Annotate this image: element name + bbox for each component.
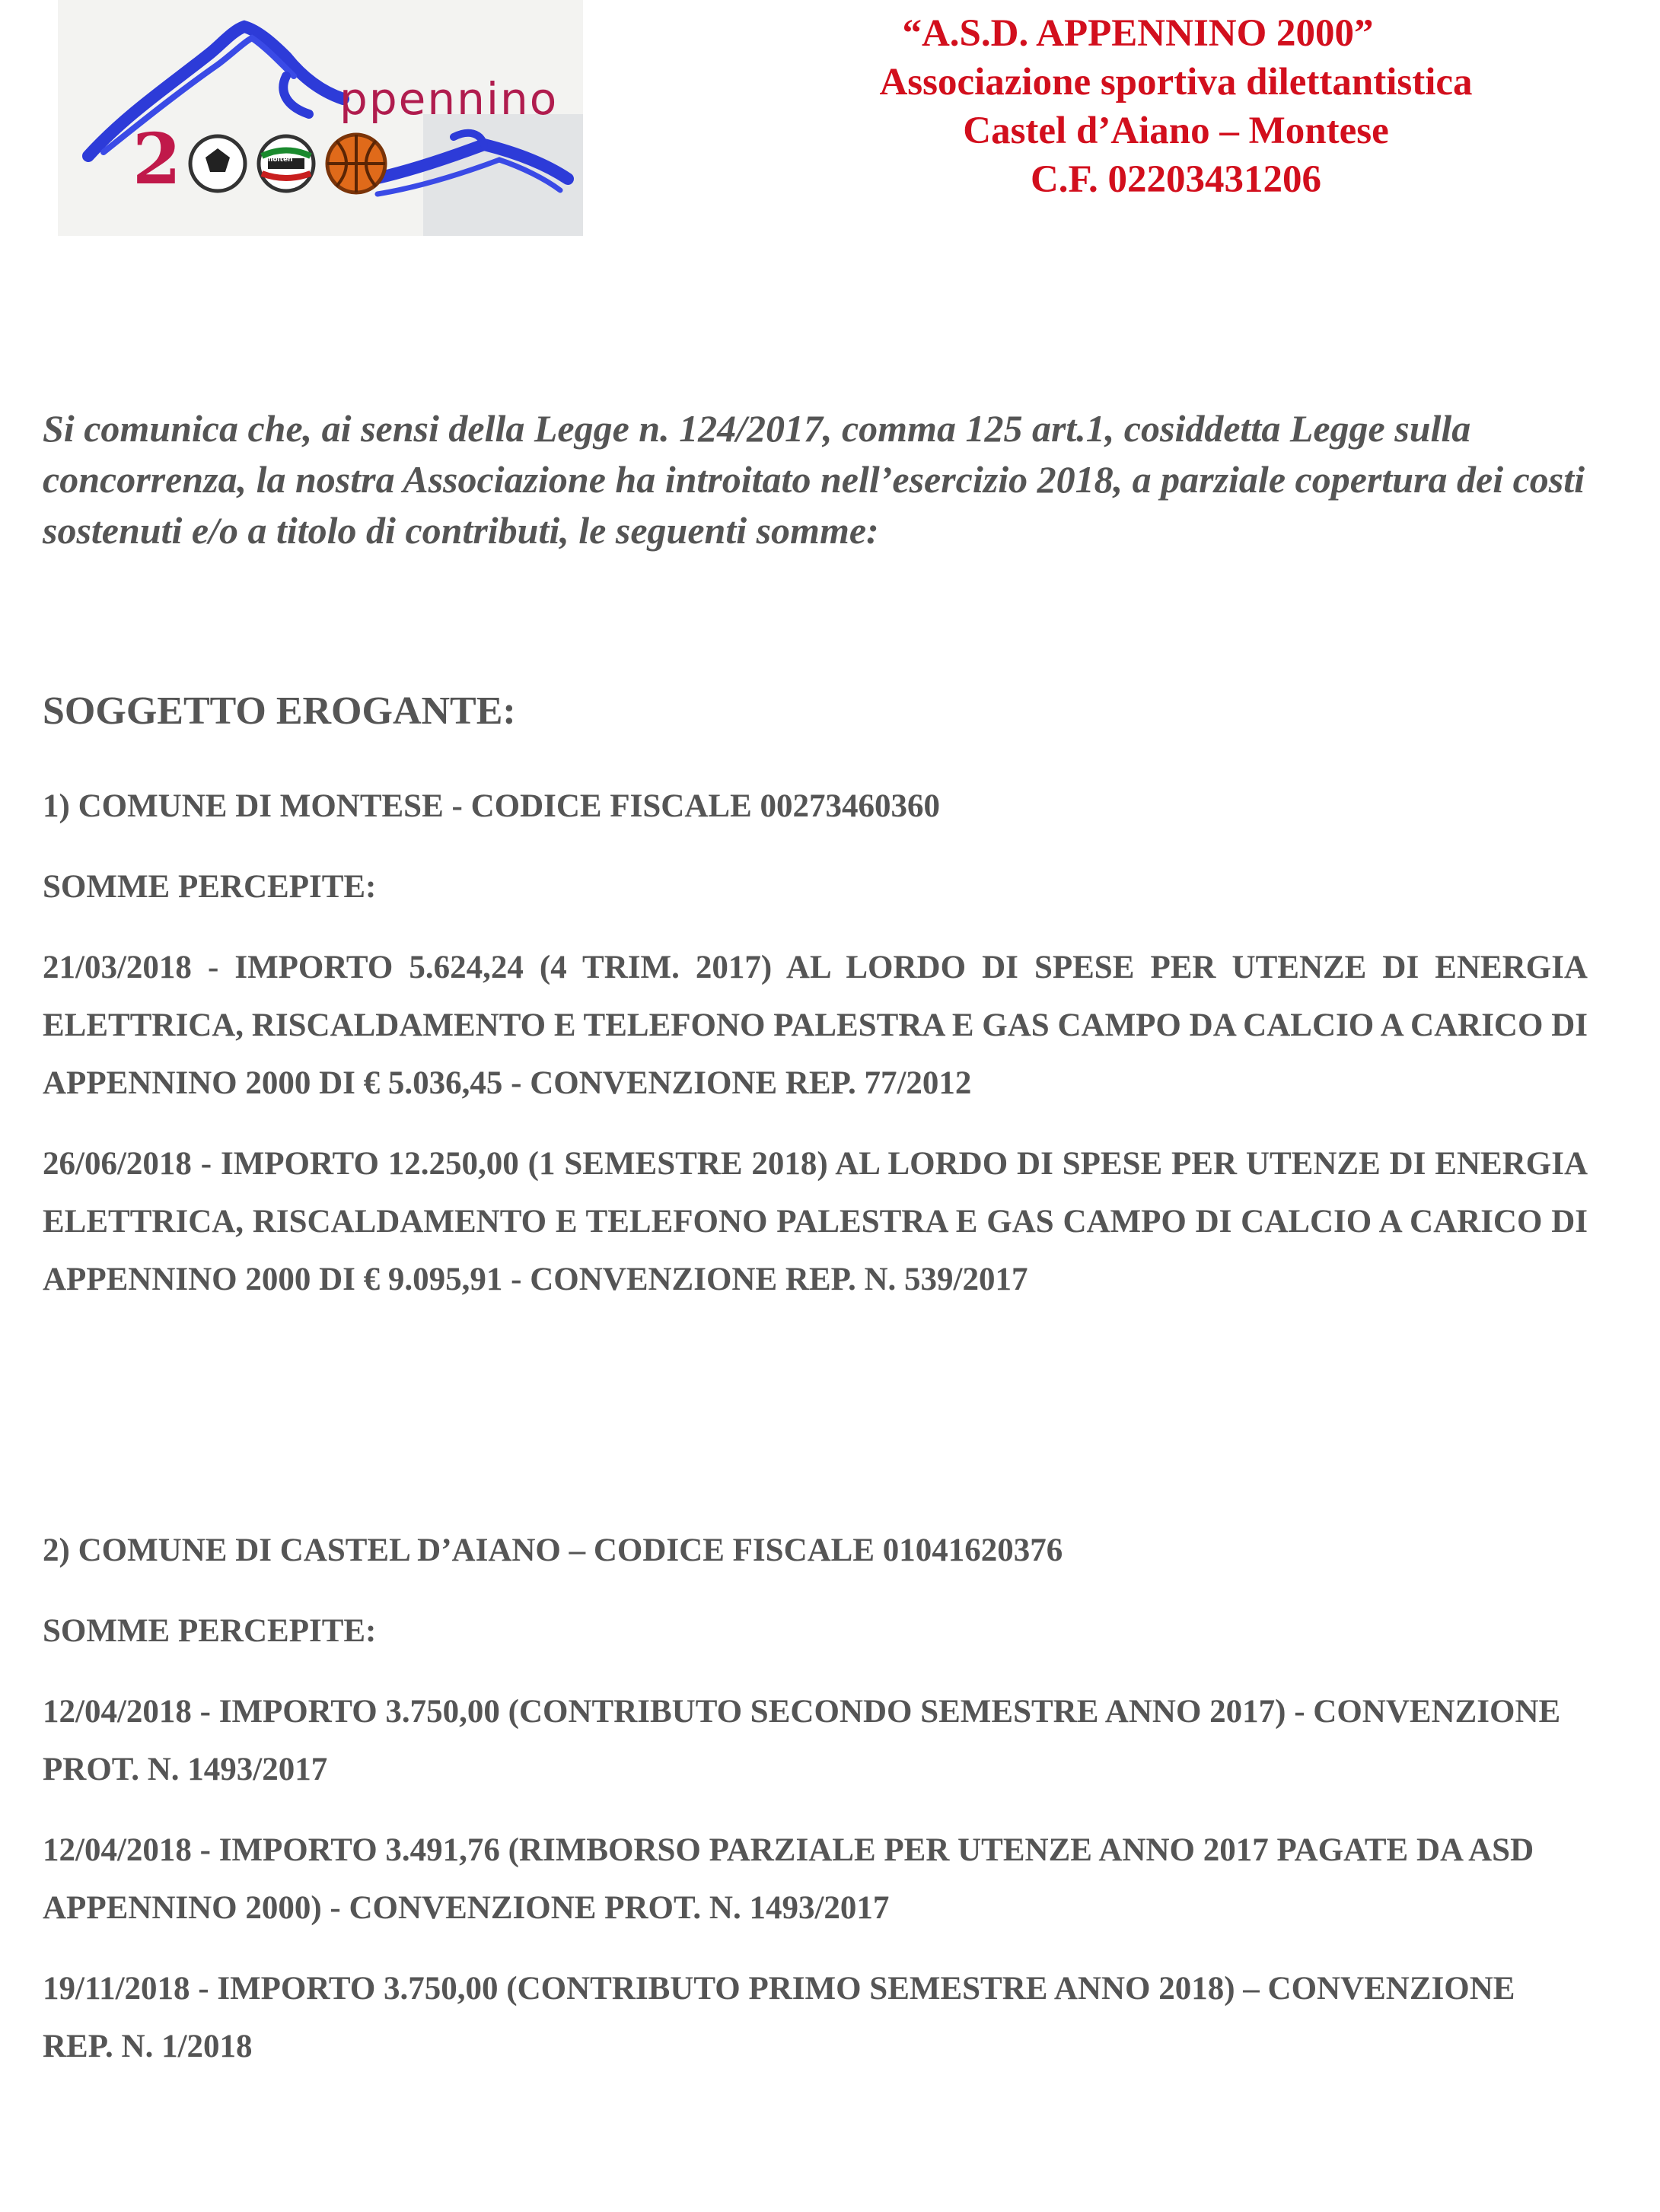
intro-paragraph: Si comunica che, ai sensi della Legge n. 124/2017, comma 125 art.1, cosiddetta Legge sulla concorrenza, la nostra Associazione ha introitato nell’esercizio 2018, a parziale copertura dei costi sostenuti e/o a titolo di contributi, le seguenti somme: bbox=[43, 407, 1585, 552]
header-association-name: “A.S.D. APPENNINO 2000” bbox=[902, 12, 1374, 55]
payments-label: SOMME PERCEPITE: bbox=[43, 869, 377, 905]
entity-block-castel-daiano bbox=[43, 1522, 1588, 2099]
header-association-type: Associazione sportiva dilettantistica bbox=[879, 61, 1473, 103]
header-tax-code: C.F. 02203431206 bbox=[1030, 158, 1322, 201]
section-title: SOGGETTO EROGANTE: bbox=[43, 689, 516, 733]
ball-brand-label: molten bbox=[266, 156, 293, 164]
payments-label: SOMME PERCEPITE: bbox=[43, 1613, 377, 1649]
payment-item: 12/04/2018 - IMPORTO 3.750,00 (CONTRIBUTO SECONDO SEMESTRE ANNO 2017) - CONVENZIONE PROT. N. 1493/2017 bbox=[43, 1694, 1561, 1787]
payment-item: 19/11/2018 - IMPORTO 3.750,00 (CONTRIBUTO PRIMO SEMESTRE ANNO 2018) – CONVENZIONE REP. N. 1/2018 bbox=[43, 1971, 1515, 2064]
payment-item: 26/06/2018 - IMPORTO 12.250,00 (1 SEMESTRE 2018) AL LORDO DI SPESE PER UTENZE DI ENERGIA ELETTRICA, RISCALDAMENTO E TELEFONO PALESTRA E GAS CAMPO DI CALCIO A CARICO DI APPENNINO 2000 DI € 9.095,91 - CONVENZIONE REP. N. 539/2017 bbox=[43, 1146, 1588, 1297]
logo-year-digit: 2 bbox=[132, 118, 182, 200]
entity-block-montese bbox=[43, 778, 1588, 1332]
football-icon bbox=[190, 136, 245, 191]
association-logo bbox=[58, 0, 583, 236]
association-header bbox=[761, 9, 1591, 204]
payment-item: 12/04/2018 - IMPORTO 3.491,76 (RIMBORSO PARZIALE PER UTENZE ANNO 2017 PAGATE DA ASD APPENNINO 2000) - CONVENZIONE PROT. N. 1493/2017 bbox=[43, 1832, 1534, 1926]
basketball-icon bbox=[327, 135, 385, 193]
header-location: Castel d’Aiano – Montese bbox=[963, 110, 1389, 152]
entity-name: 1) COMUNE DI MONTESE - CODICE FISCALE 00273460360 bbox=[43, 788, 940, 824]
payment-item: 21/03/2018 - IMPORTO 5.624,24 (4 TRIM. 2017) AL LORDO DI SPESE PER UTENZE DI ENERGIA ELETTRICA, RISCALDAMENTO E TELEFONO PALESTRA E GAS CAMPO DA CALCIO A CARICO DI APPENNINO 2000 DI € 5.036,45 - CONVENZIONE REP. 77/2012 bbox=[43, 950, 1588, 1101]
logo-wordmark: ppennino bbox=[339, 73, 559, 125]
volleyball-icon bbox=[259, 136, 314, 191]
entity-name: 2) COMUNE DI CASTEL D’AIANO – CODICE FISCALE 01041620376 bbox=[43, 1532, 1063, 1568]
